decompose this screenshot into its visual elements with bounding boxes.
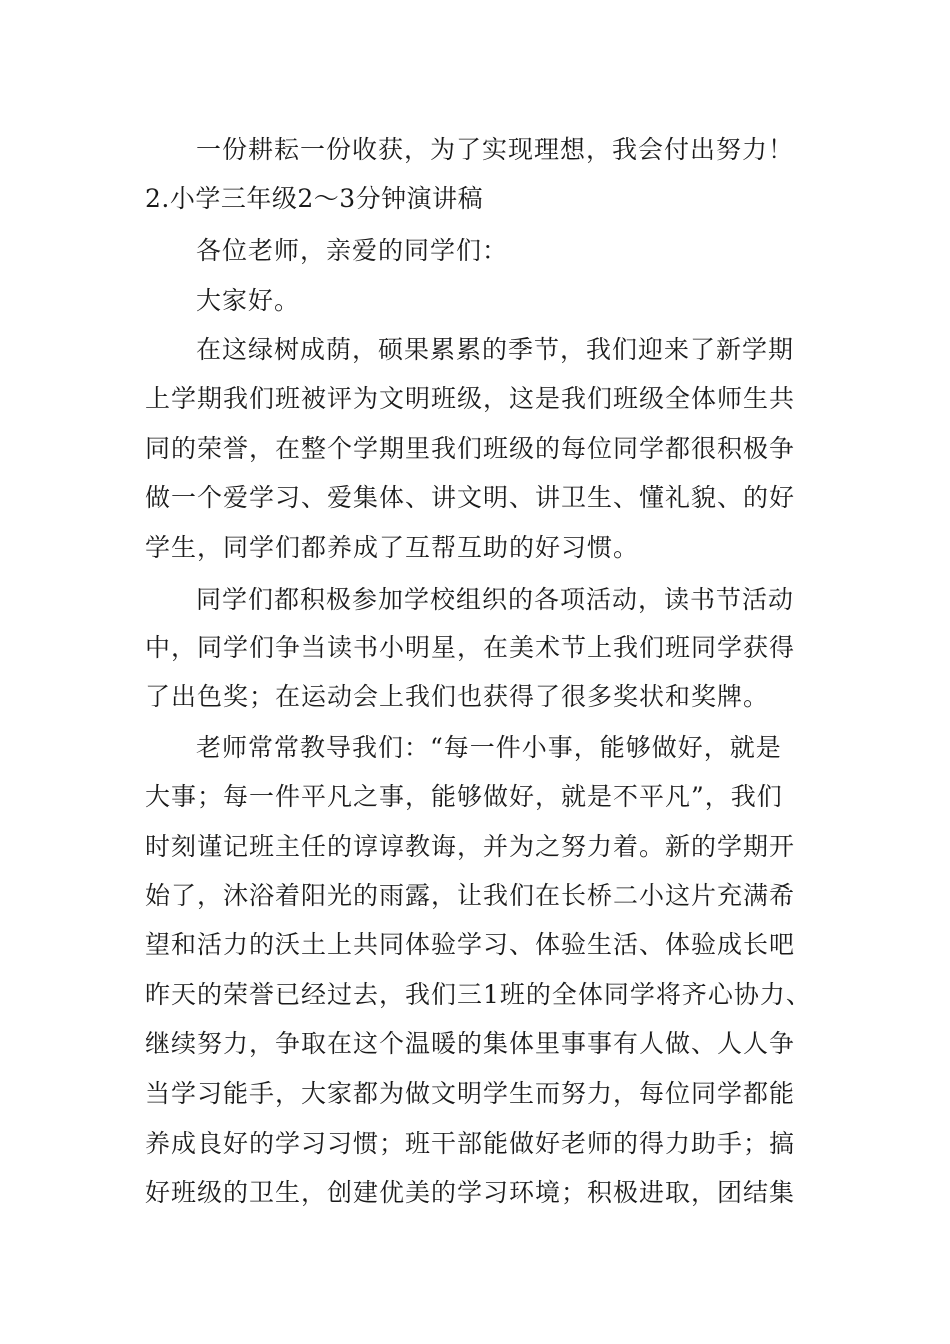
paragraph-line: 做一个爱学习、爱集体、讲文明、讲卫生、懂礼貌、的好: [145, 483, 796, 512]
paragraph-line: 一份耕耘一份收获，为了实现理想，我会付出努力！: [196, 135, 795, 164]
greeting-line: 各位老师，亲爱的同学们：: [196, 236, 509, 265]
paragraph-line: 中，同学们争当读书小明星，在美术节上我们班同学获得: [145, 633, 796, 662]
paragraph-line: 当学习能手，大家都为做文明学生而努力，每位同学都能: [145, 1079, 796, 1108]
greeting-line: 大家好。: [196, 286, 301, 315]
paragraph-line: 大事；每一件平凡之事，能够做好，就是不平凡”，我们: [145, 782, 783, 811]
section-heading: 2.小学三年级2～3分钟演讲稿: [145, 184, 484, 213]
paragraph-line: 养成良好的学习习惯；班干部能做好老师的得力助手；搞: [145, 1129, 796, 1158]
paragraph-line: 继续努力，争取在这个温暖的集体里事事有人做、人人争: [145, 1029, 796, 1058]
paragraph-line: 始了，沐浴着阳光的雨露，让我们在长桥二小这片充满希: [145, 881, 796, 910]
paragraph-line: 上学期我们班被评为文明班级，这是我们班级全体师生共: [145, 384, 796, 413]
paragraph-line: 昨天的荣誉已经过去，我们三1班的全体同学将齐心协力、: [145, 980, 812, 1009]
paragraph-line: 望和活力的沃土上共同体验学习、体验生活、体验成长吧: [145, 930, 796, 959]
paragraph-line: 同学们都积极参加学校组织的各项活动，读书节活动: [196, 585, 795, 614]
paragraph-line: 了出色奖；在运动会上我们也获得了很多奖状和奖牌。: [145, 682, 770, 711]
paragraph-line: 老师常常教导我们：“每一件小事，能够做好，就是: [196, 733, 782, 762]
paragraph-line: 好班级的卫生，创建优美的学习环境；积极进取，团结集: [145, 1178, 796, 1207]
paragraph-line: 时刻谨记班主任的谆谆教诲，并为之努力着。新的学期开: [145, 832, 796, 861]
paragraph-line: 同的荣誉，在整个学期里我们班级的每位同学都很积极争: [145, 434, 796, 463]
paragraph-line: 在这绿树成荫，硕果累累的季节，我们迎来了新学期: [196, 335, 795, 364]
paragraph-line: 学生，同学们都养成了互帮互助的好习惯。: [145, 533, 640, 562]
